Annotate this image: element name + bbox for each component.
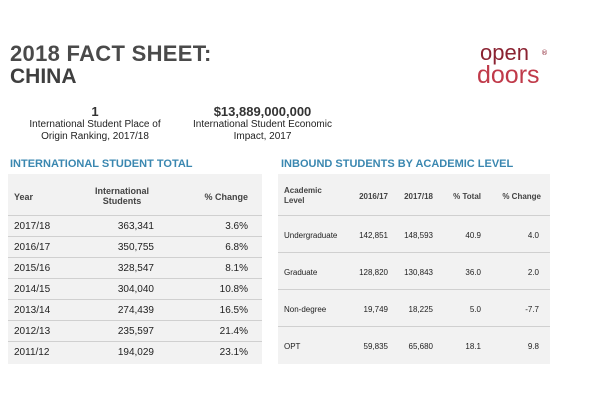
section-title-student-total: INTERNATIONAL STUDENT TOTAL: [10, 158, 193, 170]
logo-text-bottom: doors: [477, 61, 540, 89]
cell-total: 5.0: [469, 305, 481, 314]
table-row: [278, 252, 550, 290]
header-academic-level: Academic Level: [284, 186, 322, 205]
header-total: % Total: [453, 192, 481, 201]
table-row: [8, 278, 262, 299]
cell-2016-17: 59,835: [363, 342, 388, 351]
cell-students: 235,597: [117, 326, 154, 337]
country-title: CHINA: [10, 65, 77, 88]
logo-registered-mark: ®: [541, 49, 548, 57]
cell-change: 10.8%: [219, 284, 248, 295]
student-total-table: [8, 174, 262, 364]
cell-total: 40.9: [465, 231, 481, 240]
table-row: [8, 257, 262, 278]
cell-level: Non-degree: [284, 305, 327, 314]
header-2016-17: 2016/17: [359, 192, 388, 201]
cell-change: 6.8%: [225, 242, 248, 253]
academic-level-table: [278, 174, 550, 364]
cell-change: 4.0: [527, 231, 539, 240]
cell-2016-17: 19,749: [363, 305, 388, 314]
cell-2017-18: 65,680: [408, 342, 433, 351]
table-row: [278, 289, 550, 327]
header-year: Year: [14, 192, 34, 202]
stat-label: International Student Place of Origin Ranking, 2017/18: [29, 119, 161, 142]
cell-year: 2015/16: [14, 263, 51, 274]
cell-change: 21.4%: [219, 326, 248, 337]
table-row: [278, 326, 550, 364]
stat-origin-ranking: [15, 106, 175, 143]
header-international-students: International Students: [94, 186, 149, 206]
header-change: % Change: [502, 192, 541, 201]
open-doors-logo: [470, 40, 580, 90]
cell-change: 8.1%: [225, 263, 248, 274]
cell-students: 194,029: [117, 347, 154, 358]
cell-change: 3.6%: [225, 221, 248, 232]
table-row: [8, 299, 262, 320]
cell-2017-18: 18,225: [408, 305, 433, 314]
stat-economic-impact: [190, 106, 335, 143]
cell-change: -7.7: [525, 305, 539, 314]
cell-students: 274,439: [117, 305, 154, 316]
stat-value: 1: [91, 104, 99, 119]
cell-change: 16.5%: [219, 305, 248, 316]
stat-value: $13,889,000,000: [213, 104, 312, 119]
logo-text-top: open: [480, 40, 529, 65]
cell-2017-18: 148,593: [404, 231, 433, 240]
cell-students: 304,040: [117, 284, 154, 295]
cell-year: 2017/18: [14, 221, 51, 232]
cell-total: 36.0: [465, 268, 481, 277]
cell-2016-17: 142,851: [359, 231, 388, 240]
header-change: % Change: [204, 192, 248, 202]
cell-level: Undergraduate: [284, 231, 338, 240]
cell-total: 18.1: [465, 342, 481, 351]
cell-level: OPT: [284, 342, 301, 351]
table-row: [8, 236, 262, 257]
cell-year: 2013/14: [14, 305, 51, 316]
cell-year: 2012/13: [14, 326, 51, 337]
table-row: [8, 215, 262, 236]
page-title: 2018 FACT SHEET:: [10, 41, 212, 66]
cell-level: Graduate: [284, 268, 318, 277]
cell-year: 2011/12: [14, 347, 50, 358]
cell-students: 328,547: [117, 263, 154, 274]
cell-2016-17: 128,820: [359, 268, 388, 277]
table-row: [8, 341, 262, 362]
cell-year: 2016/17: [14, 242, 51, 253]
cell-change: 23.1%: [219, 347, 248, 358]
section-title-academic-level: INBOUND STUDENTS BY ACADEMIC LEVEL: [281, 158, 514, 170]
table-row: [278, 215, 550, 253]
header-2017-18: 2017/18: [404, 192, 433, 201]
cell-students: 350,755: [117, 242, 154, 253]
stat-label: International Student Economic Impact, 2017: [193, 119, 332, 142]
table-row: [8, 320, 262, 341]
cell-students: 363,341: [117, 221, 154, 232]
cell-2017-18: 130,843: [404, 268, 433, 277]
cell-change: 2.0: [527, 268, 539, 277]
cell-change: 9.8: [527, 342, 539, 351]
cell-year: 2014/15: [14, 284, 51, 295]
